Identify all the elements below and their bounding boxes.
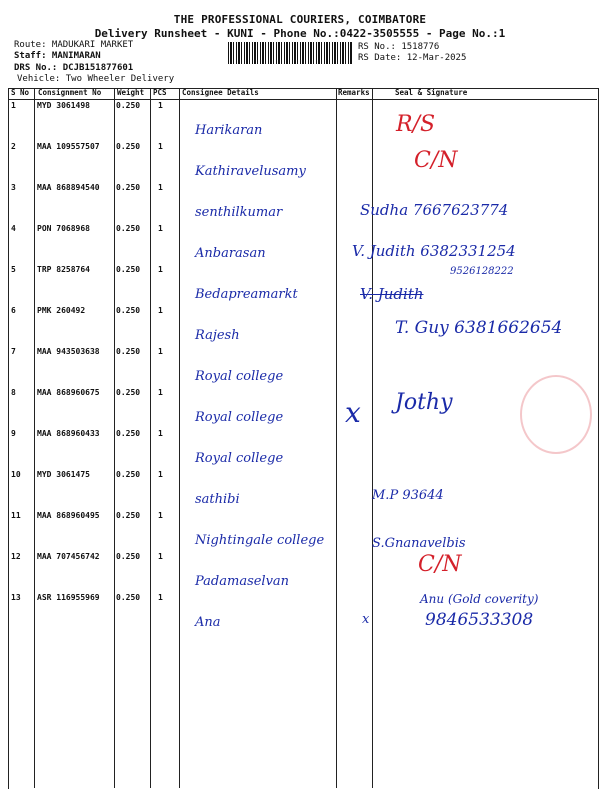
cn-mark: C/N xyxy=(414,148,458,173)
row-consignment-no: PMK 260492 xyxy=(37,306,86,315)
row-sno: 13 xyxy=(11,593,21,602)
row-consignment-no: MAA 868894540 xyxy=(37,183,100,192)
row-weight: 0.250 xyxy=(116,306,141,315)
row-consignment-no: MAA 109557507 xyxy=(37,142,100,151)
row-sno: 2 xyxy=(11,142,16,151)
row-sno: 8 xyxy=(11,388,16,397)
row-sno: 10 xyxy=(11,470,21,479)
col-header: Consignee Details xyxy=(182,88,259,97)
row-sno: 7 xyxy=(11,347,16,356)
row-pcs: 1 xyxy=(158,429,163,438)
col-header: Consignment No xyxy=(38,88,102,97)
row-consignment-no: MAA 943503638 xyxy=(37,347,100,356)
x-mark: x xyxy=(362,612,370,627)
row-consignment-no: MYD 3061475 xyxy=(37,470,90,479)
signature-4-phone: 9526128222 xyxy=(450,266,514,277)
row-pcs: 1 xyxy=(158,142,163,151)
row-pcs: 1 xyxy=(158,388,163,397)
bracket-mark: x xyxy=(345,396,361,429)
row-consignee: senthilkumar xyxy=(195,205,283,220)
row-sno: 4 xyxy=(11,224,16,233)
row-sno: 3 xyxy=(11,183,16,192)
row-consignment-no: MYD 3061498 xyxy=(37,101,90,110)
row-consignee: Kathiravelusamy xyxy=(195,164,306,179)
row-weight: 0.250 xyxy=(116,224,141,233)
row-consignee: Rajesh xyxy=(195,328,240,343)
vehicle-label: Vehicle: Two Wheeler Delivery xyxy=(17,74,175,84)
faded-stamp xyxy=(520,375,592,454)
row-pcs: 1 xyxy=(158,101,163,110)
col-divider xyxy=(179,88,180,788)
row-pcs: 1 xyxy=(158,183,163,192)
row-weight: 0.250 xyxy=(116,552,141,561)
row-sno: 1 xyxy=(11,101,16,110)
row-pcs: 1 xyxy=(158,470,163,479)
row-pcs: 1 xyxy=(158,265,163,274)
row-pcs: 1 xyxy=(158,511,163,520)
row-consignment-no: MAA 868960433 xyxy=(37,429,100,438)
row-weight: 0.250 xyxy=(116,142,141,151)
row-consignee: Royal college xyxy=(195,410,284,425)
row-consignment-no: MAA 868960495 xyxy=(37,511,100,520)
runsheet-table xyxy=(8,88,599,789)
col-divider xyxy=(150,88,151,788)
col-divider xyxy=(336,88,337,788)
row-consignee: sathibi xyxy=(195,492,240,507)
signature-13-phone: 9846533308 xyxy=(425,610,534,630)
row-consignment-no: TRP 8258764 xyxy=(37,265,90,274)
row-pcs: 1 xyxy=(158,224,163,233)
row-consignment-no: ASR 116955969 xyxy=(37,593,100,602)
col-header: PCS xyxy=(153,88,167,97)
row-sno: 11 xyxy=(11,511,21,520)
row-consignee: Royal college xyxy=(195,451,284,466)
row-pcs: 1 xyxy=(158,552,163,561)
rs-number: RS No.: 1518776 xyxy=(358,42,440,52)
row-sno: 9 xyxy=(11,429,16,438)
cn-mark-2: C/N xyxy=(418,552,462,577)
signature-4: V. Judith 6382331254 xyxy=(352,242,516,260)
row-weight: 0.250 xyxy=(116,388,141,397)
col-header: Seal & Signature xyxy=(395,88,468,97)
col-header: Remarks xyxy=(338,88,370,97)
col-divider xyxy=(114,88,115,788)
row-consignment-no: MAA 707456742 xyxy=(37,552,100,561)
row-pcs: 1 xyxy=(158,593,163,602)
row-consignee: Bedapreamarkt xyxy=(195,287,298,302)
row-consignee: Nightingale college xyxy=(195,533,325,548)
drs-label: DRS No.: DCJB151877601 xyxy=(14,63,134,73)
barcode xyxy=(228,42,353,64)
rs-date: RS Date: 12-Mar-2025 xyxy=(358,53,467,63)
signature-5: V. Judith xyxy=(360,285,424,303)
col-header: Weight xyxy=(117,88,145,97)
signature-11: S.Gnanavelbis xyxy=(372,536,466,551)
row-weight: 0.250 xyxy=(116,470,141,479)
route-label: Route: MADUKARI MARKET xyxy=(14,40,134,50)
row-sno: 5 xyxy=(11,265,16,274)
signature-10: M.P 93644 xyxy=(372,488,444,503)
row-weight: 0.250 xyxy=(116,265,141,274)
row-weight: 0.250 xyxy=(116,511,141,520)
staff-label: Staff: MANIMARAN xyxy=(14,51,101,61)
row-consignee: Ana xyxy=(195,615,221,630)
signature-6: T. Guy 6381662654 xyxy=(395,318,563,338)
row-weight: 0.250 xyxy=(116,347,141,356)
row-weight: 0.250 xyxy=(116,183,141,192)
row-consignee: Harikaran xyxy=(195,123,263,138)
row-consignee: Anbarasan xyxy=(195,246,266,261)
row-consignment-no: PON 7068968 xyxy=(37,224,90,233)
col-divider xyxy=(372,88,373,788)
row-consignee: Padamaselvan xyxy=(195,574,290,589)
page-title: THE PROFESSIONAL COURIERS, COIMBATORE xyxy=(173,13,427,26)
col-header: S No xyxy=(11,88,30,97)
row-sno: 12 xyxy=(11,552,21,561)
row-weight: 0.250 xyxy=(116,101,141,110)
header-divider xyxy=(8,99,597,100)
row-sno: 6 xyxy=(11,306,16,315)
rs-mark: R/S xyxy=(396,112,436,137)
row-weight: 0.250 xyxy=(116,429,141,438)
signature-3: Sudha 7667623774 xyxy=(360,201,509,219)
signature-13-name: Anu (Gold coverity) xyxy=(420,592,539,606)
row-pcs: 1 xyxy=(158,306,163,315)
signature-8: Jothy xyxy=(395,390,453,415)
row-consignee: Royal college xyxy=(195,369,284,384)
row-weight: 0.250 xyxy=(116,593,141,602)
row-pcs: 1 xyxy=(158,347,163,356)
row-consignment-no: MAA 868960675 xyxy=(37,388,100,397)
page-subtitle: Delivery Runsheet - KUNI - Phone No.:0422-3505555 - Page No.:1 xyxy=(94,27,506,40)
col-divider xyxy=(34,88,35,788)
